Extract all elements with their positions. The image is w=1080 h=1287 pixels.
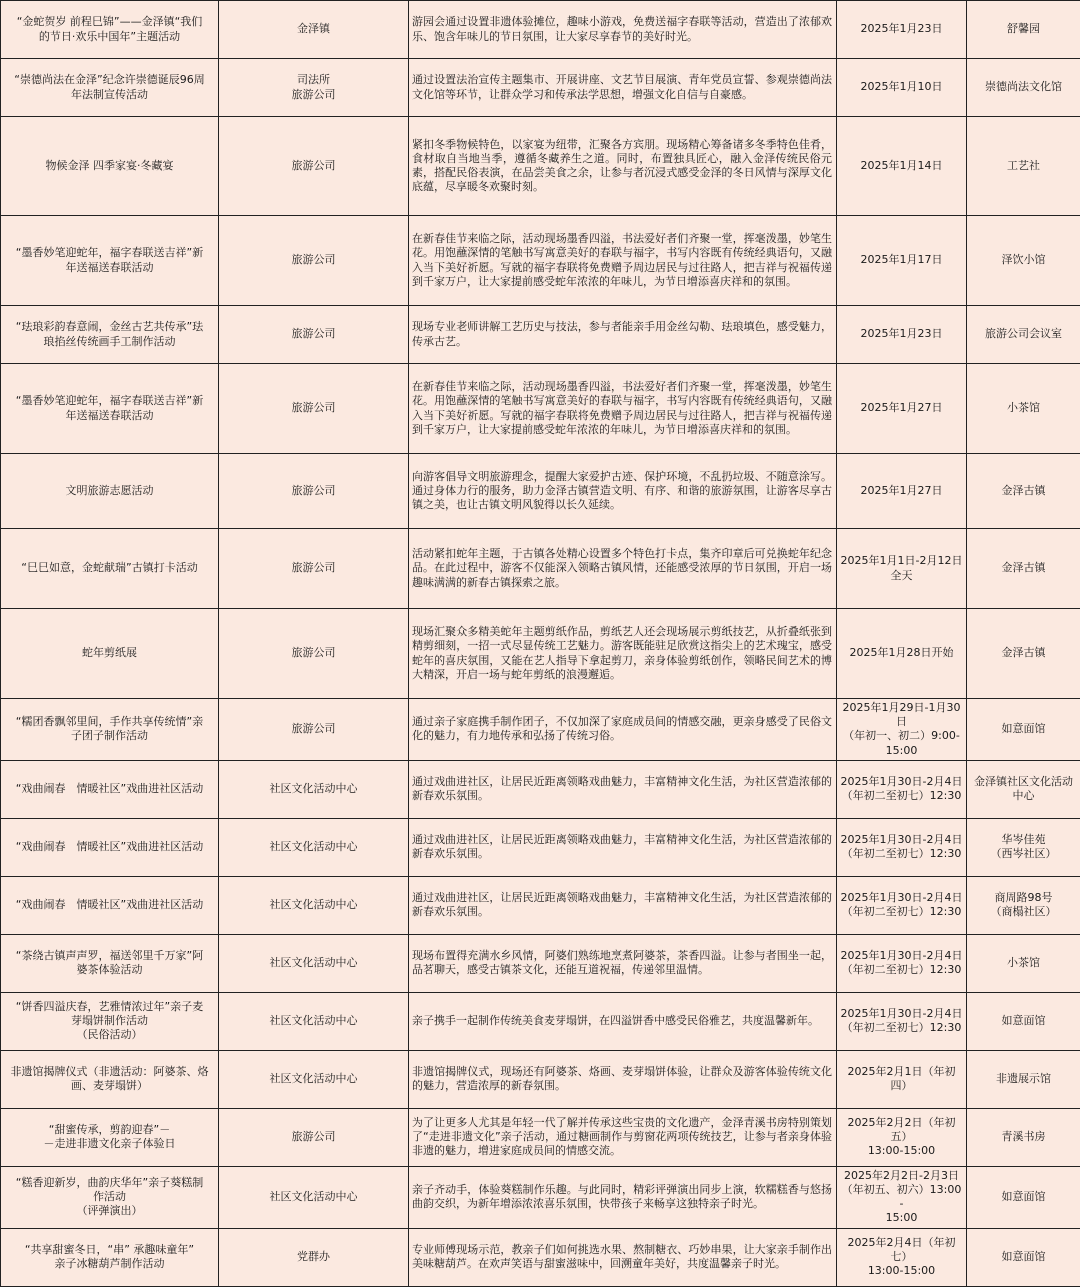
organizer-line: 旅游公司	[222, 561, 405, 575]
organizer-cell	[219, 1228, 409, 1286]
time-line: 2025年1月30日-2月4日	[840, 949, 963, 963]
time-line: 13:00-15:00	[840, 1264, 963, 1278]
table-row	[1, 609, 1080, 699]
activity-name-cell	[1, 306, 219, 364]
time-cell	[837, 529, 967, 609]
organizer-line: 社区文化活动中心	[222, 840, 405, 854]
description-cell: 现场布置得充满水乡风情，阿婆们熟练地烹煮阿婆茶，茶香四溢。让参与者围坐一起，品茗聊天，感受古镇茶文化，还能互道祝福，传递邻里温情。	[409, 934, 837, 992]
organizer-cell	[219, 364, 409, 454]
table-row	[1, 216, 1080, 306]
organizer-cell	[219, 818, 409, 876]
organizer-cell	[219, 760, 409, 818]
organizer-cell	[219, 934, 409, 992]
organizer-line: 旅游公司	[222, 253, 405, 267]
time-cell	[837, 1166, 967, 1228]
activity-name-line: “戏曲闹春 情暖社区”戏曲进社区活动	[4, 898, 215, 912]
organizer-line: 旅游公司	[222, 327, 405, 341]
location-cell	[967, 364, 1080, 454]
activity-name-line: 物候金泽 四季家宴·冬藏宴	[4, 159, 215, 173]
time-cell	[837, 609, 967, 699]
description-cell: 亲子齐动手，体验葵糕制作乐趣。与此同时，精彩评弹演出同步上演，软糯糕香与悠扬曲韵交织，为新年增添浓浓喜乐氛围，快带孩子来畅享这独特亲子时光。	[409, 1166, 837, 1228]
activity-name-cell	[1, 992, 219, 1050]
table-row	[1, 1050, 1080, 1108]
time-cell	[837, 818, 967, 876]
organizer-line: 旅游公司	[222, 646, 405, 660]
description-cell: 亲子携手一起制作传统美食麦芽塌饼，在四溢饼香中感受民俗雅艺，共度温馨新年。	[409, 992, 837, 1050]
activity-name-cell	[1, 1108, 219, 1166]
table-row	[1, 992, 1080, 1050]
organizer-line: 社区文化活动中心	[222, 1190, 405, 1204]
time-cell	[837, 364, 967, 454]
activity-name-line: “崇德尚法在金泽”纪念许崇德诞辰96周	[4, 73, 215, 87]
activity-name-cell	[1, 760, 219, 818]
organizer-cell	[219, 992, 409, 1050]
location-line: 青溪书房	[970, 1130, 1077, 1144]
location-line: 商周路98号	[970, 891, 1077, 905]
activity-name-line: 画、麦芽塌饼）	[4, 1079, 215, 1093]
activity-name-cell	[1, 934, 219, 992]
activity-name-cell	[1, 818, 219, 876]
description-cell: 游园会通过设置非遗体验摊位，趣味小游戏，免费送福字春联等活动，营造出了浓郁欢乐、饱含年味儿的节日氛围，让大家尽享春节的美好时光。	[409, 1, 837, 59]
location-cell	[967, 529, 1080, 609]
activity-name-line: “甜蜜传承，剪韵迎春”－	[4, 1123, 215, 1137]
activity-name-line: （民俗活动）	[4, 1028, 215, 1042]
organizer-line: 旅游公司	[222, 159, 405, 173]
description-cell: 通过戏曲进社区，让居民近距离领略戏曲魅力，丰富精神文化生活，为社区营造浓郁的新春欢乐氛围。	[409, 818, 837, 876]
activity-name-cell	[1, 1166, 219, 1228]
organizer-line: 社区文化活动中心	[222, 898, 405, 912]
activity-name-cell	[1, 454, 219, 529]
time-line: 全天	[840, 569, 963, 583]
location-line: （商榻社区）	[970, 905, 1077, 919]
organizer-line: 旅游公司	[222, 401, 405, 415]
location-cell	[967, 1228, 1080, 1286]
organizer-line: 社区文化活动中心	[222, 782, 405, 796]
location-cell	[967, 1, 1080, 59]
location-line: 如意面馆	[970, 1014, 1077, 1028]
time-line: 2025年2月4日（年初七）	[840, 1236, 963, 1264]
table-row	[1, 364, 1080, 454]
location-line: 泽饮小馆	[970, 253, 1077, 267]
location-line: 小茶馆	[970, 401, 1077, 415]
location-cell	[967, 454, 1080, 529]
organizer-line: 旅游公司	[222, 88, 405, 102]
description-cell: 通过戏曲进社区，让居民近距离领略戏曲魅力，丰富精神文化生活，为社区营造浓郁的新春欢乐氛围。	[409, 760, 837, 818]
activity-name-cell	[1, 117, 219, 216]
activity-name-line: 蛇年剪纸展	[4, 646, 215, 660]
time-line: 2025年1月23日	[840, 327, 963, 341]
time-cell	[837, 1050, 967, 1108]
time-line: 2025年1月29日-1月30日	[840, 701, 963, 729]
location-cell	[967, 818, 1080, 876]
table-row	[1, 760, 1080, 818]
time-cell	[837, 59, 967, 117]
activity-name-line: 芽塌饼制作活动	[4, 1014, 215, 1028]
time-cell	[837, 760, 967, 818]
organizer-line: 金泽镇	[222, 22, 405, 36]
organizer-cell	[219, 609, 409, 699]
activity-name-line: “饼香四溢庆春，艺雅情浓过年”亲子麦	[4, 1000, 215, 1014]
description-cell: 在新春佳节来临之际，活动现场墨香四溢，书法爱好者们齐聚一堂，挥毫泼墨，妙笔生花。用饱蘸深情的笔触书写寓意美好的春联与福字，书写内容既有传统经典语句，又融入当下美好祈愿。写就的福字春联将免费赠予周边居民与过往路人，把吉祥与祝福传递到千家万户，让大家提前感受蛇年浓浓的年味儿，为节日增添喜庆祥和的氛围。	[409, 364, 837, 454]
activity-name-cell	[1, 1050, 219, 1108]
description-cell: 通过设置法治宣传主题集市、开展讲座、文艺节目展演、青年党员宣誓、参观崇德尚法文化馆等环节，让群众学习和传承法学思想，增强文化自信与自豪感。	[409, 59, 837, 117]
time-cell	[837, 117, 967, 216]
location-line: 非遗展示馆	[970, 1072, 1077, 1086]
description-cell: 现场专业老师讲解工艺历史与技法，参与者能亲手用金丝勾勒、珐琅填色，感受魅力，传承古艺。	[409, 306, 837, 364]
location-cell	[967, 216, 1080, 306]
time-line: 13:00-15:00	[840, 1144, 963, 1158]
organizer-line: 司法所	[222, 73, 405, 87]
activity-name-line: “金蛇贺岁 前程巳锦”——金泽镇“我们	[4, 15, 215, 29]
time-cell	[837, 934, 967, 992]
table-row	[1, 934, 1080, 992]
time-cell	[837, 876, 967, 934]
time-line: 15:00	[840, 744, 963, 758]
location-cell	[967, 876, 1080, 934]
location-cell	[967, 992, 1080, 1050]
location-line: 金泽古镇	[970, 646, 1077, 660]
time-line: 2025年1月1日-2月12日	[840, 554, 963, 568]
activity-name-cell	[1, 1228, 219, 1286]
activity-name-line: 文明旅游志愿活动	[4, 484, 215, 498]
time-line: 2025年1月30日-2月4日	[840, 1007, 963, 1021]
time-cell	[837, 992, 967, 1050]
location-line: 旅游公司会议室	[970, 327, 1077, 341]
organizer-line: 党群办	[222, 1250, 405, 1264]
activity-name-line: 非遗馆揭牌仪式（非遗活动：阿婆茶、烙	[4, 1065, 215, 1079]
description-cell: 通过戏曲进社区，让居民近距离领略戏曲魅力，丰富精神文化生活，为社区营造浓郁的新春欢乐氛围。	[409, 876, 837, 934]
time-line: 2025年1月23日	[840, 22, 963, 36]
time-cell	[837, 216, 967, 306]
time-cell	[837, 699, 967, 761]
activity-name-line: “戏曲闹春 情暖社区”戏曲进社区活动	[4, 782, 215, 796]
activity-name-line: 的节日·欢乐中国年”主题活动	[4, 30, 215, 44]
activity-name-line: “糕香迎新岁，曲韵庆华年”亲子葵糕制	[4, 1176, 215, 1190]
activity-name-line: “共享甜蜜冬日，“串” 承趣味童年”	[4, 1243, 215, 1257]
organizer-line: 社区文化活动中心	[222, 1072, 405, 1086]
location-cell	[967, 1166, 1080, 1228]
organizer-cell	[219, 1, 409, 59]
activity-name-line: 亲子冰糖葫芦制作活动	[4, 1257, 215, 1271]
organizer-cell	[219, 699, 409, 761]
activity-name-line: 琅掐丝传统画手工制作活动	[4, 335, 215, 349]
description-cell: 活动紧扣蛇年主题，于古镇各处精心设置多个特色打卡点，集齐印章后可兑换蛇年纪念品。在此过程中，游客不仅能深入领略古镇风情，还能感受浓厚的节日氛围，开启一场趣味满满的新春古镇探索之旅。	[409, 529, 837, 609]
activity-name-line: 子团子制作活动	[4, 729, 215, 743]
activity-name-line: 年法制宣传活动	[4, 88, 215, 102]
description-cell: 通过亲子家庭携手制作团子，不仅加深了家庭成员间的情感交融，更亲身感受了民俗文化的魅力，有力地传承和弘扬了传统习俗。	[409, 699, 837, 761]
organizer-line: 旅游公司	[222, 1130, 405, 1144]
table-row	[1, 454, 1080, 529]
time-line: 2025年1月28日开始	[840, 646, 963, 660]
location-cell	[967, 117, 1080, 216]
organizer-cell	[219, 876, 409, 934]
table-row	[1, 818, 1080, 876]
table-row	[1, 306, 1080, 364]
activity-name-cell	[1, 364, 219, 454]
activity-name-cell	[1, 876, 219, 934]
organizer-cell	[219, 216, 409, 306]
time-line: 2025年1月27日	[840, 484, 963, 498]
table-row	[1, 1166, 1080, 1228]
location-line: 如意面馆	[970, 722, 1077, 736]
location-line: （西岑社区）	[970, 847, 1077, 861]
location-cell	[967, 760, 1080, 818]
time-line: （年初五、初六）13:00-	[840, 1183, 963, 1211]
location-line: 中心	[970, 789, 1077, 803]
table-row	[1, 1108, 1080, 1166]
time-line: 2025年1月30日-2月4日	[840, 891, 963, 905]
time-line: （年初二至初七）12:30	[840, 847, 963, 861]
organizer-cell	[219, 1050, 409, 1108]
description-cell: 紧扣冬季物候特色，以家宴为纽带，汇聚各方宾朋。现场精心筹备诸多冬季特色佳肴，食材取自当地当季，遵循冬藏养生之道。同时，布置独具匠心，融入金泽传统民俗元素，搭配民俗表演，在品尝美食之余，让参与者沉浸式感受金泽的冬日风情与深厚文化底蕴，尽享暖冬欢聚时刻。	[409, 117, 837, 216]
location-line: 华岑佳苑	[970, 833, 1077, 847]
activity-name-cell	[1, 216, 219, 306]
activity-name-line: “墨香妙笔迎蛇年，福字春联送吉祥”新	[4, 394, 215, 408]
time-line: 15:00	[840, 1211, 963, 1225]
time-cell	[837, 1108, 967, 1166]
organizer-cell	[219, 454, 409, 529]
description-cell: 现场汇聚众多精美蛇年主题剪纸作品，剪纸艺人还会现场展示剪纸技艺，从折叠纸张到精剪细刻，一招一式尽显传统工艺魅力。游客既能驻足欣赏这指尖上的艺术瑰宝，感受蛇年的喜庆氛围，又能在艺人指导下拿起剪刀，亲身体验剪纸创作，领略民间艺术的博大精深，开启一场与蛇年剪纸的浪漫邂逅。	[409, 609, 837, 699]
organizer-cell	[219, 1108, 409, 1166]
organizer-cell	[219, 117, 409, 216]
activity-name-line: “墨香妙笔迎蛇年，福字春联送吉祥”新	[4, 246, 215, 260]
activity-name-cell	[1, 1, 219, 59]
time-line: （年初二至初七）12:30	[840, 789, 963, 803]
activity-name-cell	[1, 699, 219, 761]
time-line: 2025年2月1日（年初四）	[840, 1065, 963, 1093]
activity-name-line: “茶绕古镇声声罗，福送邻里千万家”阿	[4, 949, 215, 963]
time-line: 2025年2月2日（年初五）	[840, 1116, 963, 1144]
table-row	[1, 529, 1080, 609]
time-line: （年初二至初七）12:30	[840, 963, 963, 977]
time-cell	[837, 1, 967, 59]
table-row	[1, 1228, 1080, 1286]
description-cell: 在新春佳节来临之际，活动现场墨香四溢，书法爱好者们齐聚一堂，挥毫泼墨，妙笔生花。用饱蘸深情的笔触书写寓意美好的春联与福字，书写内容既有传统经典语句，又融入当下美好祈愿。写就的福字春联将免费赠予周边居民与过往路人，把吉祥与祝福传递到千家万户，让大家提前感受蛇年浓浓的年味儿，为节日增添喜庆祥和的氛围。	[409, 216, 837, 306]
table-row	[1, 117, 1080, 216]
time-line: 2025年1月14日	[840, 159, 963, 173]
organizer-line: 社区文化活动中心	[222, 956, 405, 970]
time-line: （年初二至初七）12:30	[840, 905, 963, 919]
activity-name-line: 年送福送春联活动	[4, 409, 215, 423]
time-line: 2025年1月30日-2月4日	[840, 833, 963, 847]
description-cell: 向游客倡导文明旅游理念，提醒大家爱护古迹、保护环境，不乱扔垃圾、不随意涂写。通过身体力行的服务，助力金泽古镇营造文明、有序、和谐的旅游氛围，让游客尽享古镇之美，也让古镇文明风貌得以长久延续。	[409, 454, 837, 529]
description-cell: 为了让更多人尤其是年轻一代了解并传承这些宝贵的文化遗产，金泽青溪书房特别策划了“走进非遗文化”亲子活动，通过糖画制作与剪窗花两项传统技艺，让参与者亲身体验非遗的魅力，增进家庭成员间的情感交流。	[409, 1108, 837, 1166]
activity-name-line: 年送福送春联活动	[4, 261, 215, 275]
time-line: 2025年2月2日-2月3日	[840, 1169, 963, 1183]
location-line: 金泽古镇	[970, 561, 1077, 575]
time-cell	[837, 306, 967, 364]
time-line: 2025年1月27日	[840, 401, 963, 415]
location-cell	[967, 59, 1080, 117]
table-row	[1, 876, 1080, 934]
location-line: 金泽镇社区文化活动	[970, 775, 1077, 789]
organizer-cell	[219, 1166, 409, 1228]
location-cell	[967, 306, 1080, 364]
location-cell	[967, 934, 1080, 992]
location-cell	[967, 1050, 1080, 1108]
activity-name-line: “糯团香飘邻里间，手作共享传统情”亲	[4, 715, 215, 729]
activity-name-line: 作活动	[4, 1190, 215, 1204]
organizer-line: 社区文化活动中心	[222, 1014, 405, 1028]
activity-name-line: －走进非遗文化亲子体验日	[4, 1137, 215, 1151]
organizer-line: 旅游公司	[222, 722, 405, 736]
description-cell: 非遗馆揭牌仪式，现场还有阿婆茶、烙画、麦芽塌饼体验，让群众及游客体验传统文化的魅力，营造浓厚的新春氛围。	[409, 1050, 837, 1108]
organizer-cell	[219, 529, 409, 609]
time-cell	[837, 454, 967, 529]
location-line: 如意面馆	[970, 1190, 1077, 1204]
organizer-line: 旅游公司	[222, 484, 405, 498]
activity-name-cell	[1, 59, 219, 117]
organizer-cell	[219, 59, 409, 117]
location-line: 小茶馆	[970, 956, 1077, 970]
time-line: （年初二至初七）12:30	[840, 1021, 963, 1035]
location-line: 工艺社	[970, 159, 1077, 173]
activity-name-line: （评弹演出）	[4, 1204, 215, 1218]
location-line: 舒馨园	[970, 22, 1077, 36]
activity-name-line: 婆茶体验活动	[4, 963, 215, 977]
time-cell	[837, 1228, 967, 1286]
table-row	[1, 699, 1080, 761]
activity-name-cell	[1, 609, 219, 699]
location-cell	[967, 609, 1080, 699]
location-line: 金泽古镇	[970, 484, 1077, 498]
location-line: 如意面馆	[970, 1250, 1077, 1264]
location-cell	[967, 699, 1080, 761]
time-line: （年初一、初二）9:00-	[840, 729, 963, 743]
activity-name-line: “巳巳如意，金蛇献瑞”古镇打卡活动	[4, 561, 215, 575]
time-line: 2025年1月10日	[840, 80, 963, 94]
time-line: 2025年1月30日-2月4日	[840, 775, 963, 789]
activity-name-line: “珐琅彩韵春意闹，金丝古艺共传承”珐	[4, 320, 215, 334]
time-line: 2025年1月17日	[840, 253, 963, 267]
location-line: 崇德尚法文化馆	[970, 80, 1077, 94]
organizer-cell	[219, 306, 409, 364]
table-row	[1, 1, 1080, 59]
location-cell	[967, 1108, 1080, 1166]
activity-name-cell	[1, 529, 219, 609]
activity-name-line: “戏曲闹春 情暖社区”戏曲进社区活动	[4, 840, 215, 854]
table-row	[1, 59, 1080, 117]
description-cell: 专业师傅现场示范，教亲子们如何挑选水果、熬制糖衣、巧妙串果，让大家亲手制作出美味糖葫芦。在欢声笑语与甜蜜滋味中，回溯童年美好，共度温馨亲子时光。	[409, 1228, 837, 1286]
